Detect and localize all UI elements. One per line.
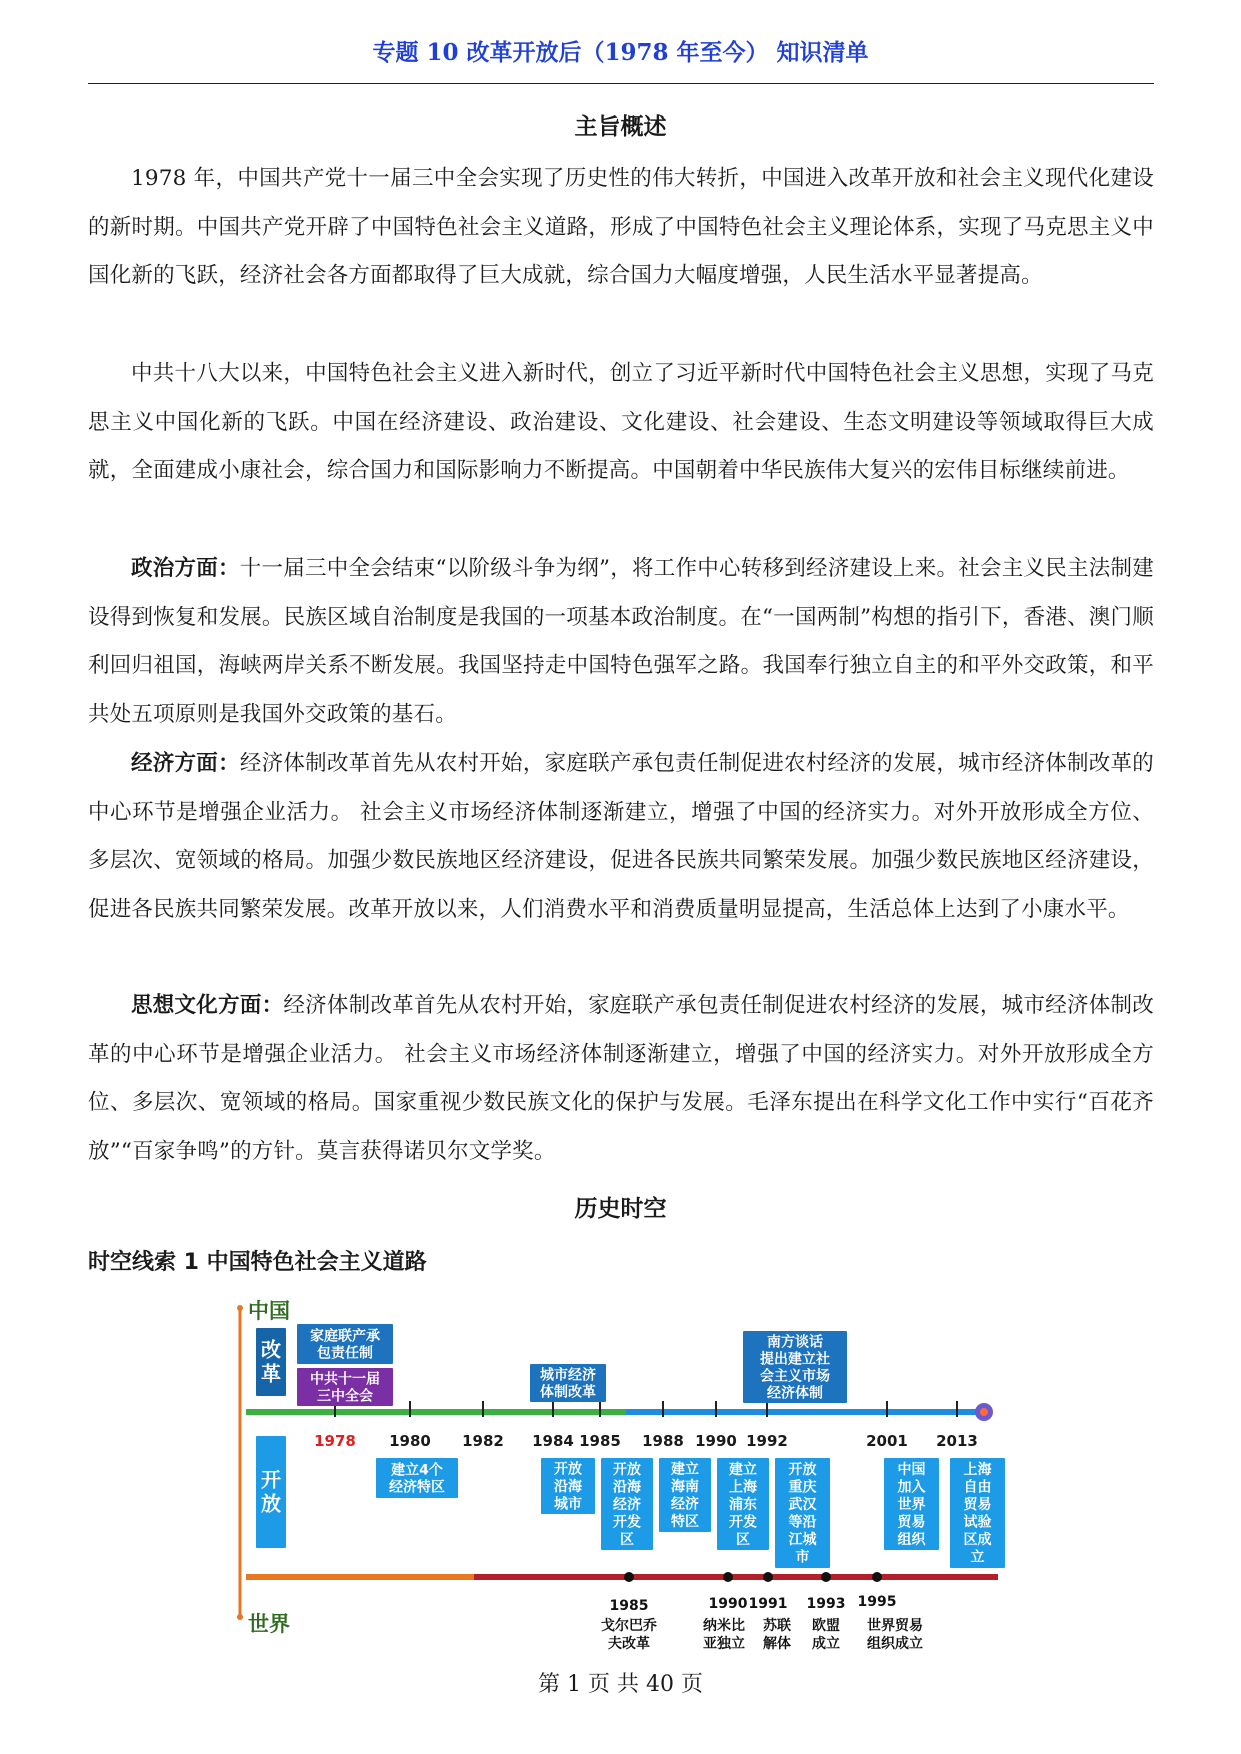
- page-header-title: 专题 10 改革开放后（1978 年至今） 知识清单: [372, 39, 869, 66]
- open-event-box-text: 区: [736, 1531, 750, 1548]
- open-event-box-text: 等沿: [788, 1514, 817, 1531]
- world-event-text: 亚独立: [703, 1636, 745, 1652]
- open-event-box-text: 建立4个: [391, 1462, 443, 1479]
- world-event-text: 夫改革: [608, 1636, 650, 1652]
- world-event-dot: [723, 1572, 733, 1582]
- year-label: 1978: [314, 1432, 356, 1450]
- world-event-text: 成立: [812, 1636, 840, 1652]
- reform-event-box-text: 中共十一届: [310, 1371, 380, 1388]
- open-event-box-text: 上海: [963, 1462, 992, 1479]
- open-event-box-text: 沿海: [554, 1478, 582, 1495]
- reform-event-box-text: 南方谈话: [767, 1334, 823, 1351]
- year-label: 2001: [866, 1432, 908, 1450]
- open-event-box-text: 特区: [671, 1514, 699, 1531]
- world-event-text: 戈尔巴乔: [601, 1618, 657, 1634]
- open-event-box-text: 试验: [963, 1514, 992, 1531]
- summary-paragraph-1: 1978 年，中国共产党十一届三中全会实现了历史性的伟大转折，中国进入改革开放和社会主义现代化建设的新时期。中国共产党开辟了中国特色社会主义道路，形成了中国特色社会主义理论体系，实现了马克思主义中国化新的飞跃，经济社会各方面都取得了巨大成就，综合国力大幅度增强，人民生活水平显著提高。: [88, 166, 1154, 289]
- world-axis-orange: [246, 1574, 474, 1580]
- world-event-dot: [872, 1572, 882, 1582]
- world-event-text: 欧盟: [812, 1618, 840, 1634]
- reform-event-box-text: 包责任制: [317, 1345, 373, 1362]
- culture-text: 经济体制改革首先从农村开始，家庭联产承包责任制促进农村经济的发展，城市经济体制改革的中心环节是增强企业活力。 社会主义市场经济体制逐渐建立，增强了中国的经济实力。对外开放形成全方位、多层次、宽领域的格局。国家重视少数民族文化的保护与发展。毛泽东提出在科学文化工作中实行“百花齐放”“百家争鸣”的方针。莫言获得诺贝尔文学奖。: [88, 993, 1154, 1164]
- world-event-text: 苏联: [763, 1618, 791, 1634]
- reform-event-box-text: 城市经济: [540, 1367, 596, 1384]
- world-event-dot: [624, 1572, 634, 1582]
- year-label: 1982: [462, 1432, 504, 1450]
- open-side-label-text: 放: [261, 1491, 281, 1516]
- culture-label: 思想文化方面：: [131, 993, 284, 1018]
- open-event-box-text: 市: [795, 1549, 810, 1566]
- page-number: 第 1 页 共 40 页: [538, 1672, 703, 1697]
- reform-event-box-text: 体制改革: [540, 1384, 596, 1401]
- world-event-text: 组织成立: [867, 1636, 923, 1652]
- year-label: 1984: [532, 1432, 574, 1450]
- world-event-text: 解体: [763, 1636, 791, 1652]
- year-label: 2013: [936, 1432, 978, 1450]
- world-event-year: 1995: [857, 1594, 897, 1610]
- open-event-box-text: 贸易: [963, 1497, 992, 1514]
- summary-paragraph-2: 中共十八大以来，中国特色社会主义进入新时代，创立了习近平新时代中国特色社会主义思想，实现了马克思主义中国化新的飞跃。中国在经济建设、政治建设、文化建设、社会建设、生态文明建设等领域取得巨大成就，全面建成小康社会，综合国力和国际影响力不断提高。中国朝着中华民族伟大复兴的宏伟目标继续前进。: [88, 361, 1154, 484]
- open-event-box-text: 浦东: [729, 1496, 757, 1513]
- year-label: 1980: [389, 1432, 431, 1450]
- section-heading-summary: 主旨概述: [574, 114, 667, 140]
- locator-pin-center: [980, 1408, 988, 1416]
- reform-side-label-text: 改: [261, 1337, 281, 1362]
- open-event-box-text: 江城: [788, 1532, 817, 1549]
- open-event-box-text: 经济: [613, 1496, 641, 1513]
- world-event-year: 1990: [708, 1596, 748, 1612]
- open-event-box-text: 沿海: [613, 1479, 641, 1496]
- politics-label: 政治方面：: [131, 556, 240, 581]
- year-label: 1988: [642, 1432, 684, 1450]
- economy-label: 经济方面：: [131, 751, 240, 776]
- open-event-box-text: 城市: [554, 1496, 582, 1513]
- open-event-box-text: 重庆: [788, 1479, 817, 1496]
- world-event-text: 世界贸易: [867, 1618, 923, 1634]
- clue-heading: 时空线索 1 中国特色社会主义道路: [88, 1250, 427, 1275]
- world-event-year: 1991: [748, 1596, 788, 1612]
- world-event-dot: [763, 1572, 773, 1582]
- open-event-box-text: 开放: [554, 1461, 582, 1478]
- open-event-box-text: 区成: [963, 1532, 992, 1549]
- world-event-year: 1993: [806, 1596, 846, 1612]
- open-event-box-text: 世界: [897, 1496, 926, 1513]
- reform-event-box-text: 经济体制: [767, 1385, 823, 1402]
- open-event-box-text: 经济特区: [389, 1479, 445, 1496]
- year-label: 1990: [695, 1432, 737, 1450]
- open-event-box-text: 开发: [729, 1514, 757, 1531]
- year-label: 1992: [746, 1432, 788, 1450]
- open-side-label-text: 开: [261, 1467, 281, 1492]
- reform-side-label-text: 革: [261, 1361, 281, 1386]
- section-heading-history: 历史时空: [574, 1196, 667, 1222]
- world-event-dot: [821, 1572, 831, 1582]
- open-event-box-text: 区: [620, 1531, 634, 1548]
- timeline-bottom-dot: [237, 1614, 243, 1620]
- open-event-box-text: 立: [970, 1549, 985, 1566]
- open-event-box-text: 海南: [671, 1479, 699, 1496]
- china-axis-green: [246, 1409, 626, 1415]
- open-event-box-text: 开放: [613, 1461, 641, 1478]
- open-event-box-text: 中国: [897, 1461, 926, 1478]
- china-label: 中国: [248, 1299, 290, 1323]
- world-label: 世界: [248, 1612, 290, 1636]
- reform-event-box-text: 三中全会: [317, 1388, 373, 1405]
- open-event-box-text: 建立: [729, 1461, 757, 1478]
- open-event-box-text: 开发: [613, 1514, 641, 1531]
- timeline-top-dot: [237, 1305, 243, 1311]
- world-axis-red: [474, 1574, 998, 1580]
- world-event-year: 1985: [609, 1598, 649, 1614]
- open-event-box-text: 加入: [897, 1479, 926, 1496]
- open-event-box-text: 上海: [729, 1479, 757, 1496]
- reform-event-box-text: 家庭联产承: [310, 1328, 380, 1345]
- politics-text: 十一届三中全会结束“以阶级斗争为纲”，将工作中心转移到经济建设上来。社会主义民主法制建设得到恢复和发展。民族区域自治制度是我国的一项基本政治制度。在“一国两制”构想的指引下，香港、澳门顺利回归祖国，海峡两岸关系不断发展。我国坚持走中国特色强军之路。我国奉行独立自主的和平外交政策，和平共处五项原则是我国外交政策的基石。: [88, 556, 1154, 727]
- open-event-box-text: 组织: [897, 1531, 926, 1548]
- year-label: 1985: [579, 1432, 621, 1450]
- economy-text: 经济体制改革首先从农村开始，家庭联产承包责任制促进农村经济的发展，城市经济体制改革的中心环节是增强企业活力。 社会主义市场经济体制逐渐建立，增强了中国的经济实力。对外开放形成全方位、多层次、宽领域的格局。加强少数民族地区经济建设，促进各民族共同繁荣发展。加强少数民族地区经济建设，促进各民族共同繁荣发展。改革开放以来，人们消费水平和消费质量明显提高，生活总体上达到了小康水平。: [88, 751, 1154, 922]
- open-event-box-text: 武汉: [788, 1497, 817, 1514]
- open-event-box-text: 开放: [788, 1462, 817, 1479]
- open-event-box-text: 贸易: [897, 1514, 926, 1531]
- reform-event-box-text: 会主义市场: [760, 1368, 830, 1385]
- open-event-box-text: 自由: [963, 1479, 992, 1496]
- reform-event-box-text: 提出建立社: [760, 1351, 830, 1368]
- world-event-text: 纳米比: [703, 1618, 745, 1634]
- open-event-box-text: 建立: [671, 1461, 699, 1478]
- open-event-box-text: 经济: [671, 1496, 699, 1513]
- china-axis-blue: [626, 1409, 990, 1415]
